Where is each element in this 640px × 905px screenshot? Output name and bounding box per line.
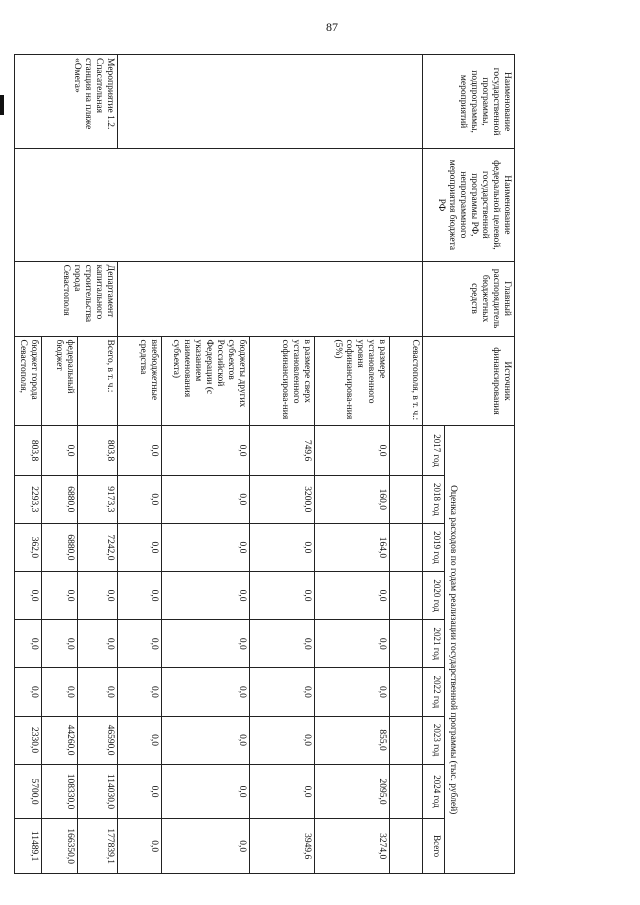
value-cell: 0,0 [162, 475, 250, 523]
value-cell: 3949,6 [250, 819, 315, 874]
year-2022: 2022 год [423, 668, 445, 716]
value-cell: 0,0 [15, 620, 42, 668]
value-cell: 855,0 [315, 716, 390, 764]
source-cell: внебюджетные средства [118, 336, 162, 426]
value-cell: 0,0 [118, 819, 162, 874]
value-cell: 0,0 [315, 668, 390, 716]
value-cell [390, 819, 423, 874]
value-cell: 177839,1 [78, 819, 118, 874]
value-cell: 0,0 [162, 819, 250, 874]
value-cell: 9173,3 [78, 475, 118, 523]
source-cell: в размере сверх установленного софинансирова-ния [250, 336, 315, 426]
value-cell [390, 475, 423, 523]
value-cell: 2095,0 [315, 764, 390, 819]
value-cell: 46590,0 [78, 716, 118, 764]
year-2017: 2017 год [423, 426, 445, 475]
value-cell: 3274,0 [315, 819, 390, 874]
value-cell: 0,0 [315, 572, 390, 620]
budget-table [14, 54, 515, 874]
program-cell-empty [118, 55, 423, 149]
value-cell: 5700,0 [15, 764, 42, 819]
value-cell [390, 716, 423, 764]
value-cell [390, 620, 423, 668]
value-cell: 0,0 [15, 572, 42, 620]
value-cell: 11489,1 [15, 819, 42, 874]
value-cell: 0,0 [78, 572, 118, 620]
value-cell: 0,0 [118, 620, 162, 668]
value-cell: 803,8 [15, 426, 42, 475]
year-total: Всего [423, 819, 445, 874]
value-cell: 0,0 [250, 764, 315, 819]
value-cell: 0,0 [118, 426, 162, 475]
table-row [390, 55, 423, 874]
value-cell: 3200,0 [250, 475, 315, 523]
header-expense-estimate: Оценка расходов по годам реализации государственной программы (тыс. рублей) [445, 426, 515, 874]
header-federal-program: Наименование федеральной целевой, государственной программы РФ, непрограммного мероприятия бюджета РФ [423, 149, 515, 261]
year-2021: 2021 год [423, 620, 445, 668]
value-cell: 166350,0 [42, 819, 78, 874]
value-cell: 0,0 [42, 572, 78, 620]
value-cell: 0,0 [118, 716, 162, 764]
value-cell: 362,0 [15, 523, 42, 571]
value-cell: 0,0 [250, 668, 315, 716]
value-cell: 2330,0 [15, 716, 42, 764]
margin-rule [0, 95, 4, 115]
page-number: 87 [326, 20, 338, 34]
value-cell: 0,0 [78, 668, 118, 716]
header-funding-source: Источник финансирования [423, 336, 515, 426]
program-cell: Мероприятие 1.2. Спасательная станция на пляже «Омега» [15, 55, 118, 149]
value-cell: 0,0 [162, 426, 250, 475]
value-cell [390, 764, 423, 819]
value-cell: 44260,0 [42, 716, 78, 764]
value-cell: 0,0 [118, 668, 162, 716]
source-cell: Всего, в т. ч.: [78, 336, 118, 426]
year-2023: 2023 год [423, 716, 445, 764]
header-program: Наименование государственной программы, подпрограммы, мероприятий [423, 55, 515, 149]
header-budget-manager: Главный распорядитель бюджетных средств [423, 261, 515, 336]
value-cell: 108330,0 [42, 764, 78, 819]
source-cell: бюджеты других субъектов Российской Федерации (с указанием наименования субъекта) [162, 336, 250, 426]
value-cell: 0,0 [42, 668, 78, 716]
value-cell: 0,0 [42, 620, 78, 668]
value-cell: 0,0 [118, 475, 162, 523]
year-2024: 2024 год [423, 764, 445, 819]
source-cell: Севастополя, в т. ч.: [390, 336, 423, 426]
source-cell: бюджет города Севастополя, [15, 336, 42, 426]
value-cell: 2293,3 [15, 475, 42, 523]
value-cell: 0,0 [42, 426, 78, 475]
value-cell: 0,0 [162, 572, 250, 620]
value-cell: 0,0 [15, 668, 42, 716]
federal-program-cell-empty [15, 149, 423, 261]
value-cell: 0,0 [162, 764, 250, 819]
value-cell [390, 426, 423, 475]
value-cell: 0,0 [162, 668, 250, 716]
year-2019: 2019 год [423, 523, 445, 571]
header-row-1 [445, 55, 515, 874]
value-cell: 803,8 [78, 426, 118, 475]
manager-cell: Департамент капитального строительства города Севастополя [15, 261, 118, 336]
source-cell: федеральный бюджет [42, 336, 78, 426]
value-cell [390, 668, 423, 716]
value-cell: 0,0 [315, 426, 390, 475]
value-cell: 0,0 [118, 572, 162, 620]
value-cell: 114030,0 [78, 764, 118, 819]
year-2018: 2018 год [423, 475, 445, 523]
value-cell: 0,0 [162, 523, 250, 571]
value-cell: 749,6 [250, 426, 315, 475]
year-2020: 2020 год [423, 572, 445, 620]
manager-cell-empty [118, 261, 423, 336]
value-cell [390, 572, 423, 620]
value-cell: 0,0 [250, 620, 315, 668]
value-cell: 6880,0 [42, 475, 78, 523]
value-cell [390, 523, 423, 571]
value-cell: 0,0 [162, 716, 250, 764]
value-cell: 0,0 [118, 764, 162, 819]
value-cell: 164,0 [315, 523, 390, 571]
value-cell: 6880,0 [42, 523, 78, 571]
source-cell: в размере установленного уровня софинансирова-ния (5%) [315, 336, 390, 426]
value-cell: 0,0 [78, 620, 118, 668]
value-cell: 0,0 [250, 572, 315, 620]
value-cell: 0,0 [250, 716, 315, 764]
value-cell: 0,0 [162, 620, 250, 668]
value-cell: 0,0 [118, 523, 162, 571]
value-cell: 7242,0 [78, 523, 118, 571]
value-cell: 160,0 [315, 475, 390, 523]
value-cell: 0,0 [250, 523, 315, 571]
value-cell: 0,0 [315, 620, 390, 668]
